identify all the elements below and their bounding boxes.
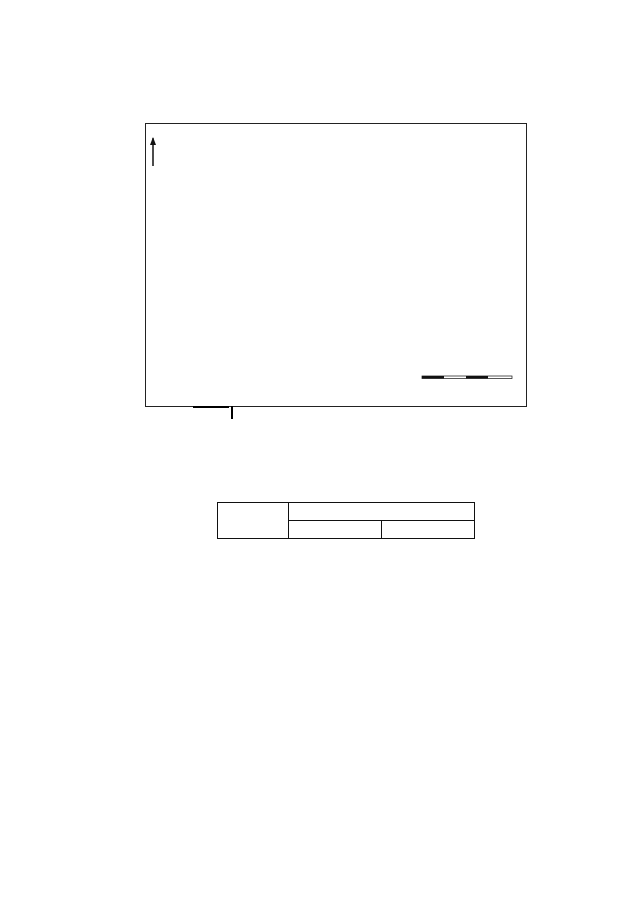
table-header-row [218,503,475,521]
heading-line-1 [94,74,548,93]
legend-line-symbol [193,406,229,408]
scale-bar [422,376,512,379]
legend-line-tick [231,406,233,419]
boundary-map-drawing [146,124,526,406]
header-point [218,503,289,539]
map-legend [193,404,235,419]
coordinates-table [217,502,475,539]
header-y [382,521,475,539]
header-x [289,521,382,539]
north-arrow-head [150,137,156,145]
boundary-map [145,123,527,407]
section-heading [94,74,548,93]
header-coords [289,503,475,521]
